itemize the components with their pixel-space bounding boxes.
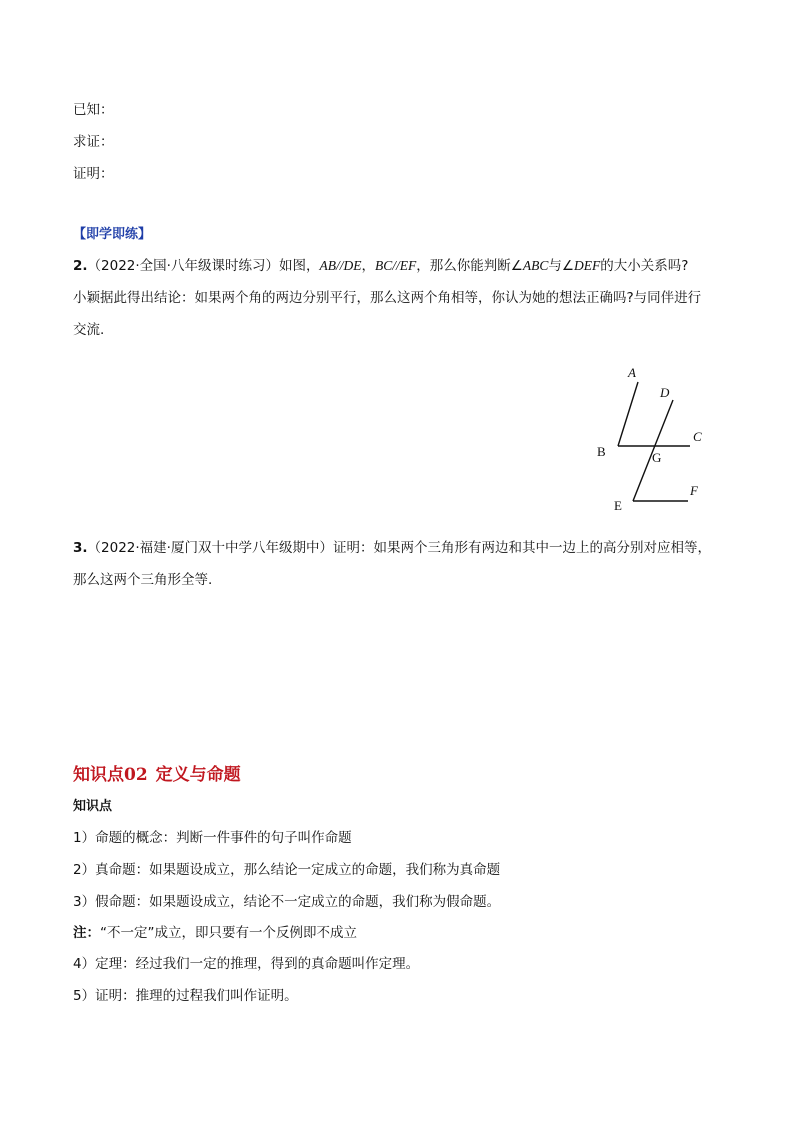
point-1: 1）命题的概念：判断一件事件的句子叫作命题: [73, 830, 352, 846]
point-5: 5）证明：推理的过程我们叫作证明。: [73, 988, 298, 1004]
parallel-symbol: //: [392, 258, 400, 273]
label-f: F: [690, 483, 698, 498]
question-text: 的大小关系吗?: [600, 258, 689, 274]
point-3: 3）假命题：如果题设成立，结论不一定成立的命题，我们称为假命题。: [73, 894, 501, 910]
parallel-symbol: //: [335, 258, 344, 273]
note-text: “不一定”成立，即只要有一个反例即不成立: [100, 925, 357, 941]
to-prove-line: 求证：: [73, 134, 114, 150]
segment-ab: [618, 382, 638, 446]
label-d: D: [660, 385, 670, 400]
parallel-lines-figure: [590, 360, 720, 520]
label-b: B: [597, 444, 606, 459]
label-a: A: [628, 365, 636, 380]
section-title: [73, 760, 241, 785]
math-def: DEF: [574, 258, 601, 273]
question-2-line-2: 小颖据此得出结论：如果两个角的两边分别平行，那么这两个角相等，你认为她的想法正确吗?与同伴进行: [73, 290, 702, 306]
given-line: 已知：: [73, 102, 114, 118]
question-text: ，那么你能判断∠: [416, 258, 523, 274]
math-abc: ABC: [522, 258, 549, 273]
question-source: （2022·全国·八年级课时练习）如图，: [87, 258, 320, 274]
note-label: 注：: [73, 925, 100, 941]
math-ef: EF: [399, 258, 417, 273]
math-bc: BC: [375, 258, 393, 273]
question-text: 与∠: [548, 258, 574, 274]
label-c: C: [693, 429, 702, 444]
question-3-line-2: 那么这两个三角形全等.: [73, 572, 213, 588]
math-de: DE: [343, 258, 362, 273]
question-number: 3.: [73, 540, 88, 556]
section-name: 定义与命题: [155, 765, 241, 785]
point-2: 2）真命题：如果题设成立，那么结论一定成立的命题，我们称为真命题: [73, 862, 501, 878]
practice-header: 【即学即练】: [73, 227, 152, 242]
question-2-line-3: 交流.: [73, 322, 105, 338]
comma: ，: [361, 258, 375, 274]
question-2-line-1: [73, 257, 688, 275]
math-ab: AB: [319, 258, 336, 273]
question-number: 2.: [73, 258, 88, 274]
point-4: 4）定理：经过我们一定的推理，得到的真命题叫作定理。: [73, 956, 420, 972]
proof-line: 证明：: [73, 166, 114, 182]
knowledge-label: 知识点: [73, 799, 113, 814]
label-g: G: [652, 450, 662, 465]
question-3-line-1: [73, 539, 711, 557]
section-number: 知识点02: [73, 765, 148, 785]
label-e: E: [614, 498, 622, 513]
note-line: [73, 924, 357, 942]
question-text: （2022·福建·厦门双十中学八年级期中）证明：如果两个三角形有两边和其中一边上的高分别对应相等，: [87, 540, 711, 556]
